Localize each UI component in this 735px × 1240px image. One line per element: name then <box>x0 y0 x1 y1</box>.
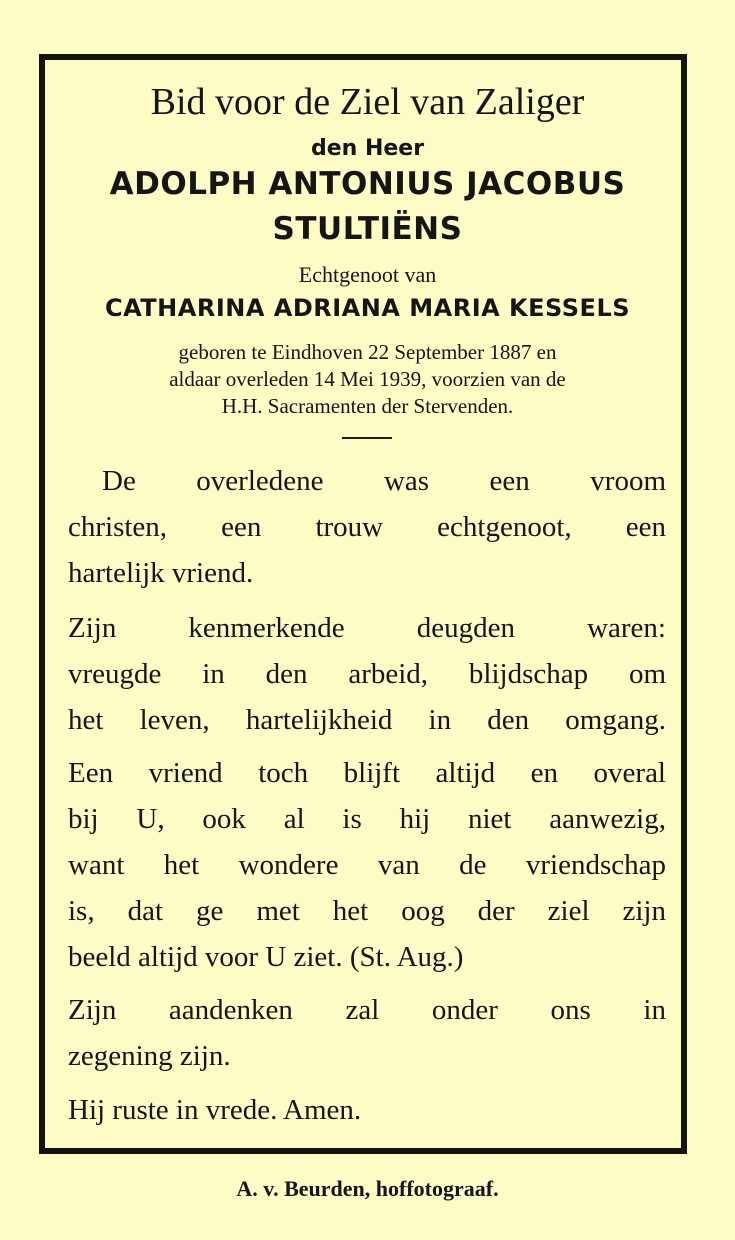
body-line: zegening zijn. <box>68 1040 231 1072</box>
spouse-label: Echtgenoot van <box>298 262 437 287</box>
closing-line: Hij ruste in vrede. Amen. <box>68 1094 362 1126</box>
body-line: het leven, hartelijkheid in den omgang. <box>68 704 666 736</box>
body-line: Een vriend toch blijft altijd en overal <box>68 757 666 789</box>
body-line: beeld altijd voor U ziet. (St. Aug.) <box>68 941 464 973</box>
body-line: is, dat ge met het oog der ziel zijn <box>68 895 666 927</box>
deceased-name-line1: ADOLPH ANTONIUS JACOBUS <box>109 166 626 202</box>
sacraments-line: H.H. Sacramenten der Stervenden. <box>221 394 514 418</box>
body-line: vreugde in den arbeid, blijdschap om <box>68 658 666 690</box>
body-line: want het wondere van de vriendschap <box>68 849 666 881</box>
body-line: Zijn aandenken zal onder ons in <box>68 994 666 1026</box>
birth-info-line: geboren te Eindhoven 22 September 1887 en <box>178 340 557 364</box>
divider-rule <box>342 437 392 439</box>
body-line: De overledene was een vroom <box>102 465 666 497</box>
card-title: Bid voor de Ziel van Zaliger <box>150 81 585 123</box>
body-line: Zijn kenmerkende deugden waren: <box>68 612 666 644</box>
deceased-name-line2: STULTIËNS <box>272 211 463 247</box>
body-line: hartelijk vriend. <box>68 557 254 589</box>
spouse-name: CATHARINA ADRIANA MARIA KESSELS <box>104 294 631 322</box>
printer-credit: A. v. Beurden, hoffotograaf. <box>236 1176 499 1201</box>
honorific: den Heer <box>310 136 425 161</box>
death-info-line: aldaar overleden 14 Mei 1939, voorzien van de <box>169 367 566 391</box>
body-line: christen, een trouw echtgenoot, een <box>68 511 666 543</box>
body-line: bij U, ook al is hij niet aanwezig, <box>68 803 666 835</box>
